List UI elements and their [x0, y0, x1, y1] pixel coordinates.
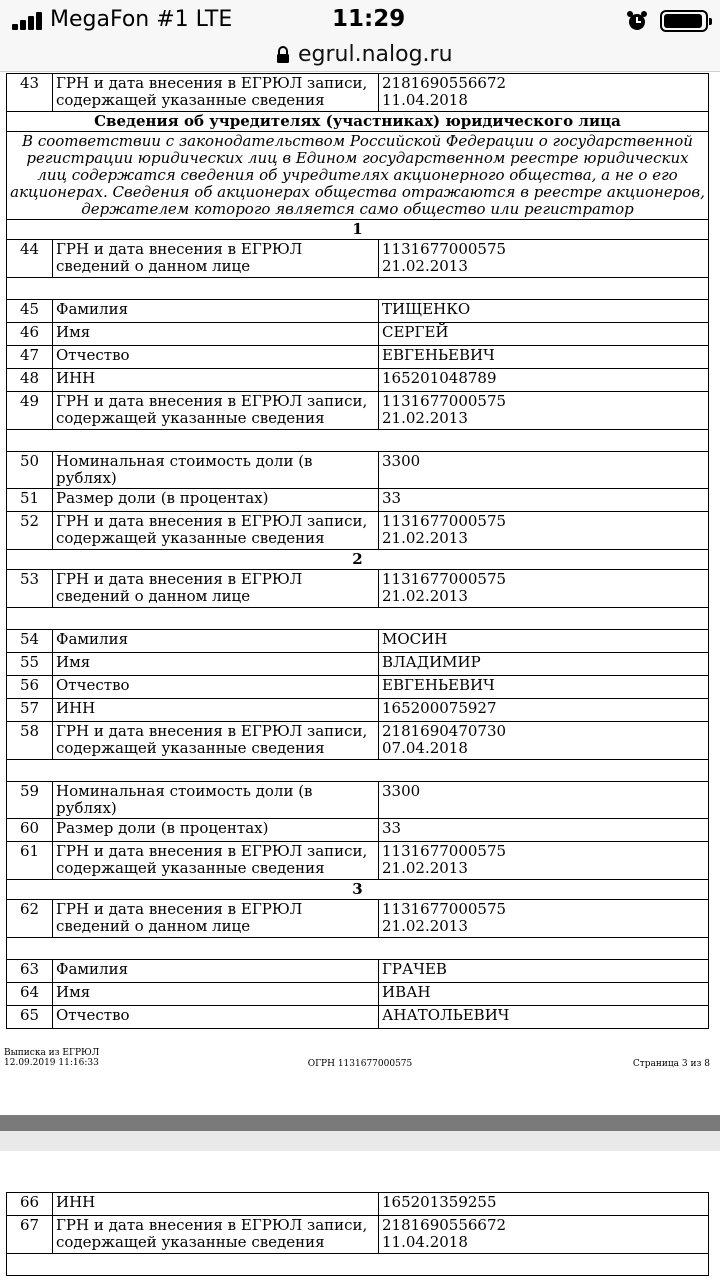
table-row	[7, 819, 709, 842]
spacer-row	[7, 430, 709, 452]
row-value: ЕВГЕНЬЕВИЧ	[379, 346, 709, 369]
spacer-row	[7, 760, 709, 782]
row-value: 165201359255	[379, 1193, 709, 1216]
footer-ogrn: ОГРН 1131677000575	[307, 1059, 413, 1069]
row-number: 61	[7, 842, 53, 880]
row-number: 63	[7, 960, 53, 983]
table-row	[7, 512, 709, 550]
carrier-label: MegaFon #1 LTE	[50, 7, 233, 32]
table-row	[7, 489, 709, 512]
row-number: 43	[7, 74, 53, 112]
table-row	[7, 960, 709, 983]
extract-table	[6, 73, 709, 1029]
row-field: Имя	[53, 653, 379, 676]
row-number: 51	[7, 489, 53, 512]
spacer-row	[7, 938, 709, 960]
row-number: 50	[7, 452, 53, 489]
row-number: 44	[7, 240, 53, 278]
row-number: 57	[7, 699, 53, 722]
row-number: 48	[7, 369, 53, 392]
row-value: 1131677000575 21.02.2013	[379, 392, 709, 430]
row-field: ГРН и дата внесения в ЕГРЮЛ записи, содержащей указанные сведения	[53, 842, 379, 880]
row-value: 1131677000575 21.02.2013	[379, 570, 709, 608]
row-number: 58	[7, 722, 53, 760]
row-value: ИВАН	[379, 983, 709, 1006]
spacer-row	[7, 278, 709, 300]
row-field: ИНН	[53, 369, 379, 392]
row-value: 2181690470730 07.04.2018	[379, 722, 709, 760]
row-value: 165200075927	[379, 699, 709, 722]
row-field: Имя	[53, 323, 379, 346]
row-field: Номинальная стоимость доли (в рублях)	[53, 452, 379, 489]
row-value: 2181690556672 11.04.2018	[379, 74, 709, 112]
row-number: 59	[7, 782, 53, 819]
row-field: ГРН и дата внесения в ЕГРЮЛ записи, содержащей указанные сведения	[53, 74, 379, 112]
row-number: 65	[7, 1006, 53, 1029]
section-note: В соответствии с законодательством Российской Федерации о государственной регистрации юридических лиц в Едином государственном реестре юридических лиц содержатся сведения об учредителях акционерного общества, а не о его акционерах. Сведения об акционерах общества отражаются в реестре акционеров, держателем которого является само общество или регистратор	[7, 132, 709, 220]
status-bar	[0, 0, 720, 40]
spacer-row	[7, 1254, 709, 1276]
address-bar[interactable]	[0, 40, 720, 72]
row-field: ГРН и дата внесения в ЕГРЮЛ сведений о данном лице	[53, 570, 379, 608]
row-field: ГРН и дата внесения в ЕГРЮЛ записи, содержащей указанные сведения	[53, 392, 379, 430]
row-field: ГРН и дата внесения в ЕГРЮЛ записи, содержащей указанные сведения	[53, 512, 379, 550]
table-row	[7, 74, 709, 112]
row-number: 52	[7, 512, 53, 550]
row-field: Фамилия	[53, 300, 379, 323]
table-row	[7, 983, 709, 1006]
table-row	[7, 1216, 709, 1254]
founder-index: 2	[7, 550, 709, 570]
table-row	[7, 900, 709, 938]
spacer	[7, 938, 709, 960]
row-number: 55	[7, 653, 53, 676]
row-number: 67	[7, 1216, 53, 1254]
table-row	[7, 323, 709, 346]
row-value: МОСИН	[379, 630, 709, 653]
table-row	[7, 570, 709, 608]
lock-icon	[276, 46, 290, 64]
table-row	[7, 346, 709, 369]
table-row	[7, 842, 709, 880]
row-field: Отчество	[53, 676, 379, 699]
table-row	[7, 782, 709, 819]
row-value: 3300	[379, 452, 709, 489]
founder-index: 1	[7, 220, 709, 240]
row-value: 33	[379, 489, 709, 512]
table-row	[7, 699, 709, 722]
row-value: ВЛАДИМИР	[379, 653, 709, 676]
row-number: 66	[7, 1193, 53, 1216]
footer-page-number: Страница 3 из 8	[632, 1059, 710, 1069]
page-footer	[0, 1048, 720, 1078]
row-field: ИНН	[53, 1193, 379, 1216]
row-value: 1131677000575 21.02.2013	[379, 512, 709, 550]
footer-doc-title: Выписка из ЕГРЮЛ	[4, 1048, 100, 1058]
spacer-row	[7, 608, 709, 630]
signal-icon	[12, 12, 44, 30]
spacer	[7, 430, 709, 452]
row-value: 33	[379, 819, 709, 842]
row-number: 62	[7, 900, 53, 938]
row-field: Номинальная стоимость доли (в рублях)	[53, 782, 379, 819]
section-title: Сведения об учредителях (участниках) юридического лица	[7, 112, 709, 132]
table-row	[7, 300, 709, 323]
table-row	[7, 1006, 709, 1029]
footer-timestamp: 12.09.2019 11:16:33	[4, 1058, 99, 1068]
table-row	[7, 676, 709, 699]
row-field: Имя	[53, 983, 379, 1006]
row-value: АНАТОЛЬЕВИЧ	[379, 1006, 709, 1029]
table-row	[7, 722, 709, 760]
row-field: Размер доли (в процентах)	[53, 819, 379, 842]
row-field: ГРН и дата внесения в ЕГРЮЛ сведений о данном лице	[53, 900, 379, 938]
row-value: 2181690556672 11.04.2018	[379, 1216, 709, 1254]
row-value: ГРАЧЕВ	[379, 960, 709, 983]
table-row	[7, 392, 709, 430]
row-value: 165201048789	[379, 369, 709, 392]
row-value: ТИЩЕНКО	[379, 300, 709, 323]
row-number: 54	[7, 630, 53, 653]
row-field: ГРН и дата внесения в ЕГРЮЛ записи, содержащей указанные сведения	[53, 722, 379, 760]
row-field: ИНН	[53, 699, 379, 722]
section-title-row	[7, 112, 709, 132]
row-value: ЕВГЕНЬЕВИЧ	[379, 676, 709, 699]
table-row	[7, 369, 709, 392]
row-field: Фамилия	[53, 960, 379, 983]
row-field: Фамилия	[53, 630, 379, 653]
row-field: Отчество	[53, 346, 379, 369]
row-value: 1131677000575 21.02.2013	[379, 842, 709, 880]
row-number: 56	[7, 676, 53, 699]
page-separator	[0, 1115, 720, 1131]
table-row	[7, 1193, 709, 1216]
row-number: 47	[7, 346, 53, 369]
table-row	[7, 240, 709, 278]
row-number: 45	[7, 300, 53, 323]
row-field: Размер доли (в процентах)	[53, 489, 379, 512]
extract-table-next-page	[6, 1192, 709, 1276]
row-field: ГРН и дата внесения в ЕГРЮЛ записи, содержащей указанные сведения	[53, 1216, 379, 1254]
table-row	[7, 630, 709, 653]
row-number: 53	[7, 570, 53, 608]
row-number: 60	[7, 819, 53, 842]
founder-index-row	[7, 880, 709, 900]
founder-index-row	[7, 220, 709, 240]
row-value: 3300	[379, 782, 709, 819]
row-number: 49	[7, 392, 53, 430]
founder-index-row	[7, 550, 709, 570]
row-value: 1131677000575 21.02.2013	[379, 900, 709, 938]
battery-icon	[660, 10, 708, 32]
table-row	[7, 452, 709, 489]
clock: 11:29	[332, 6, 406, 32]
table-row	[7, 653, 709, 676]
row-number: 64	[7, 983, 53, 1006]
spacer	[7, 608, 709, 630]
row-field: ГРН и дата внесения в ЕГРЮЛ сведений о данном лице	[53, 240, 379, 278]
row-field: Отчество	[53, 1006, 379, 1029]
spacer	[7, 760, 709, 782]
page-separator-shade	[0, 1131, 720, 1151]
url-text[interactable]: egrul.nalog.ru	[298, 42, 453, 67]
section-note-row	[7, 132, 709, 220]
spacer	[7, 1254, 709, 1276]
row-number: 46	[7, 323, 53, 346]
founder-index: 3	[7, 880, 709, 900]
alarm-icon	[626, 10, 648, 32]
spacer	[7, 278, 709, 300]
row-value: СЕРГЕЙ	[379, 323, 709, 346]
row-value: 1131677000575 21.02.2013	[379, 240, 709, 278]
